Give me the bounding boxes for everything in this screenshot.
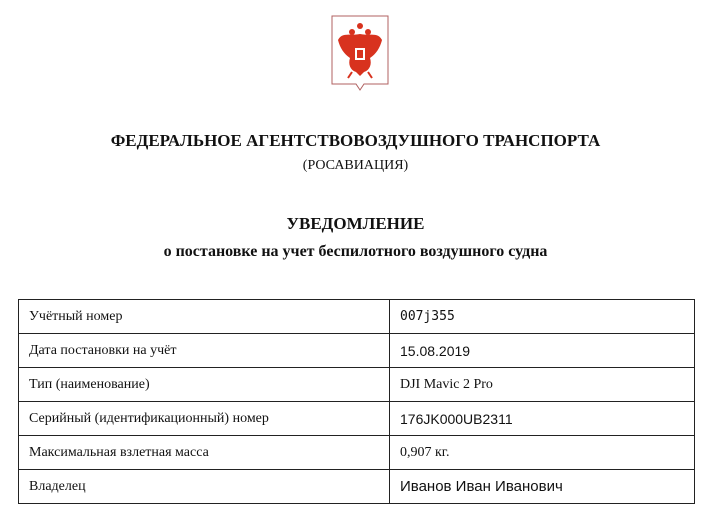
row-value: 15.08.2019 bbox=[390, 334, 695, 368]
coat-of-arms-emblem bbox=[330, 14, 390, 98]
table-row bbox=[19, 402, 695, 436]
registration-table bbox=[18, 299, 695, 504]
table-row bbox=[19, 334, 695, 368]
row-label: Учётный номер bbox=[19, 300, 390, 334]
notice-subtitle: о постановке на учет беспилотного воздушного судна bbox=[163, 243, 548, 260]
table-row bbox=[19, 368, 695, 402]
agency-title: ФЕДЕРАЛЬНОЕ АГЕНТСТВОВОЗДУШНОГО ТРАНСПОРТА bbox=[110, 131, 601, 150]
row-value: 007j355 bbox=[390, 300, 695, 334]
row-label: Максимальная взлетная масса bbox=[19, 436, 390, 470]
row-value: DJI Mavic 2 Pro bbox=[390, 368, 695, 402]
table-row bbox=[19, 470, 695, 504]
row-label: Дата постановки на учёт bbox=[19, 334, 390, 368]
row-label: Тип (наименование) bbox=[19, 368, 390, 402]
agency-abbreviation: (РОСАВИАЦИЯ) bbox=[302, 158, 409, 173]
row-value: 176JK000UB2311 bbox=[390, 402, 695, 436]
row-value: 0,907 кг. bbox=[390, 436, 695, 470]
row-value: Иванов Иван Иванович bbox=[390, 470, 695, 504]
table-row bbox=[19, 436, 695, 470]
notice-title: УВЕДОМЛЕНИЕ bbox=[286, 214, 425, 233]
row-label: Владелец bbox=[19, 470, 390, 504]
row-label: Серийный (идентификационный) номер bbox=[19, 402, 390, 436]
table-row bbox=[19, 300, 695, 334]
